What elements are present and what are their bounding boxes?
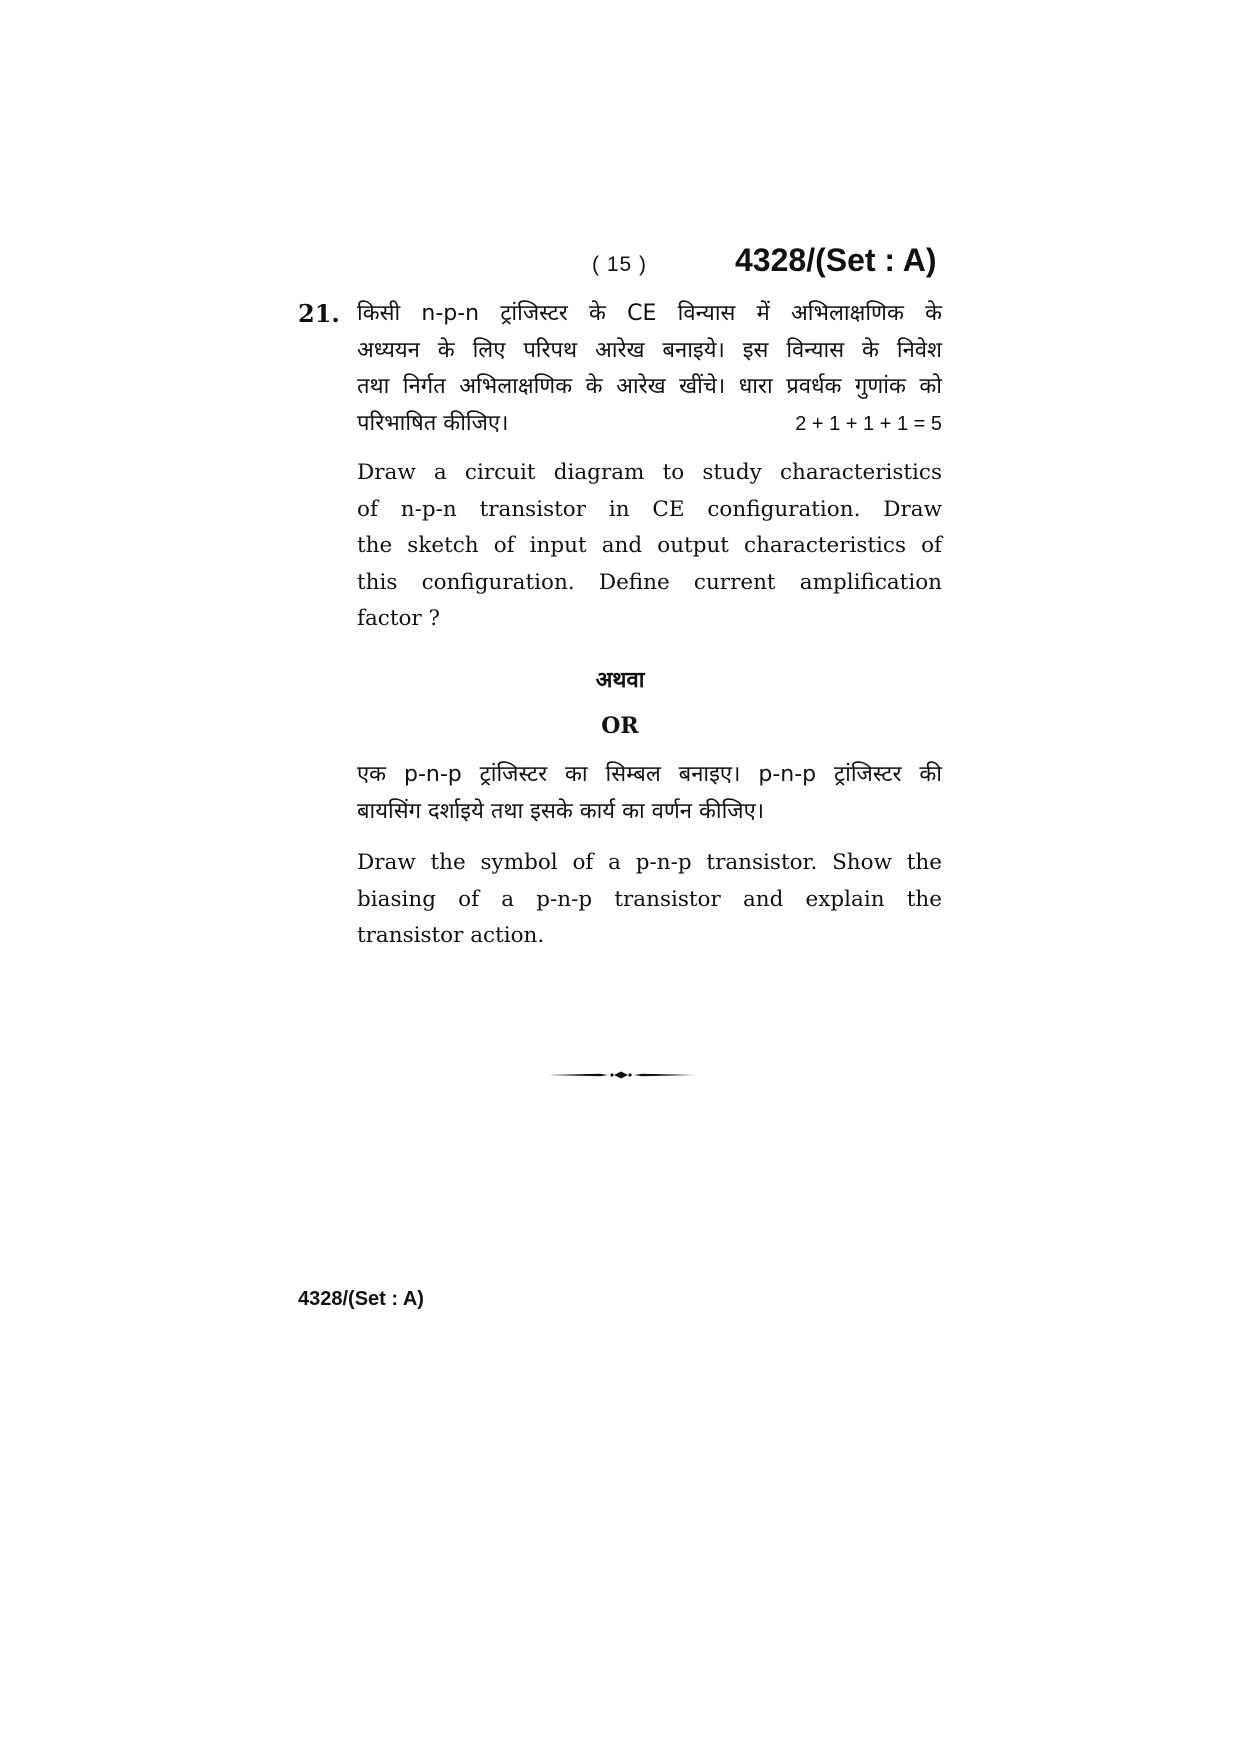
marks-distribution: 2 + 1 + 1 + 1 = 5 [795, 412, 942, 435]
question-english-line: Draw a circuit diagram to study characteristics [357, 460, 942, 485]
page-number: ( 15 ) [592, 253, 648, 276]
separator-english: OR [601, 713, 639, 739]
separator-hindi: अथवा [595, 668, 645, 693]
question-english-line: of n-p-n transistor in CE configuration. Draw [357, 496, 942, 522]
question-hindi-line: परिभाषित कीजिए। [357, 410, 509, 436]
alternative-hindi-text [357, 757, 942, 830]
end-ornament-divider [548, 1068, 694, 1086]
footer-paper-code: 4328/(Set : A) [298, 1288, 424, 1310]
alternative-english-line: biasing of a p-n-p transistor and explain the [357, 886, 942, 912]
question-hindi-line: तथा निर्गत अभिलाक्षणिक के आरेख खींचे। धारा प्रवर्धक गुणांक को [357, 374, 942, 399]
question-english-line: factor ? [357, 606, 441, 631]
question-hindi-last-row [357, 406, 942, 443]
alternative-hindi-line: एक p-n-p ट्रांजिस्टर का सिम्बल बनाइए। p-n-p ट्रांजिस्टर की [357, 762, 942, 787]
question-hindi-text [357, 296, 942, 442]
question-english-text [357, 455, 942, 638]
question-english-line: the sketch of input and output characteristics of [357, 533, 942, 558]
alternative-english-line: Draw the symbol of a p-n-p transistor. Show the [357, 850, 942, 875]
paper-code-header: 4328/(Set : A) [735, 242, 937, 278]
question-hindi-line: किसी n-p-n ट्रांजिस्टर के CE विन्यास में अभिलाक्षणिक के [357, 301, 942, 326]
alternative-hindi-line: बायसिंग दर्शाइये तथा इसके कार्य का वर्णन कीजिए। [357, 798, 765, 824]
question-hindi-line: अध्ययन के लिए परिपथ आरेख बनाइये। इस विन्यास के निवेश [357, 337, 942, 363]
alternative-english-text [357, 845, 942, 955]
question-english-line: this configuration. Define current amplification [357, 569, 942, 595]
alternative-english-line: transistor action. [357, 923, 545, 948]
question-number: 21. [298, 299, 340, 328]
